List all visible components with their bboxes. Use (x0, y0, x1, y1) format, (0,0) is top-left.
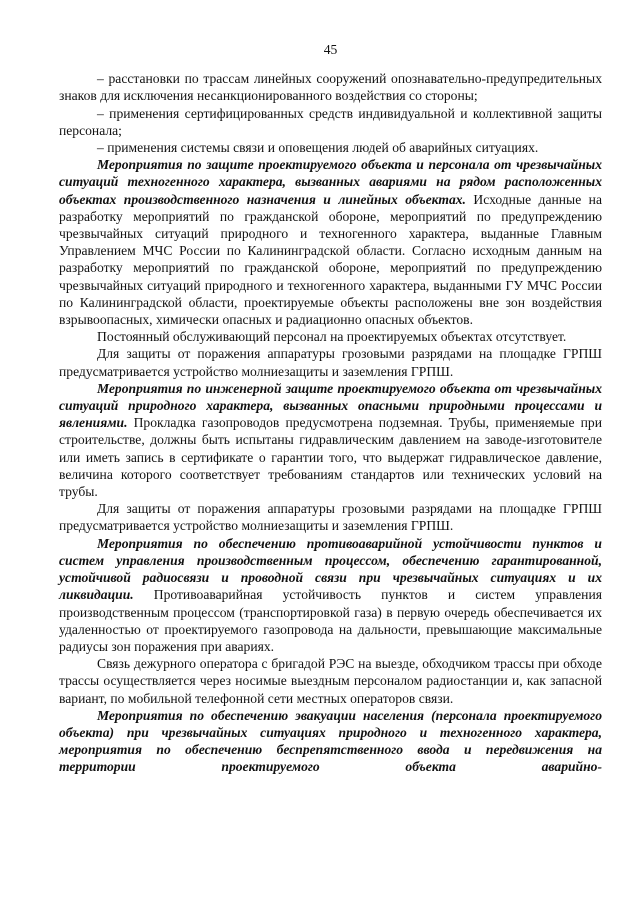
paragraph-text: Противоаварийная устойчивость пунктов и систем управления производственным процессом (транспортировкой газа) в первую очередь обеспечивается их удаленностью от проектируемого газопровода на дальности, превышающие максимальные радиусы зон поражения при авариях. (59, 587, 602, 654)
paragraph-lightning-protection-2 (59, 500, 602, 534)
paragraph-lightning-protection (59, 345, 602, 379)
paragraph-text: Исходные данные на разработку мероприятий по гражданской обороне, мероприятий по предупреждению чрезвычайных ситуаций природного и техногенного характера, выданные Главным Управлением МЧС России по Калининградской области. Согласно исходным данным на разработку мероприятий по гражданской обороне, мероприятий по предупреждению чрезвычайных ситуаций природного и техногенного характера, выданными ГУ МЧС России по Калининградской области, проектируемые объекты расположены вне зон воздействия взрывоопасных, химически опасных и радиационно опасных объектов. (59, 191, 602, 328)
paragraph-text: – расстановки по трассам линейных сооружений опознавательно-предупредительных знаков для исключения несанкционированного воздействия со стороны; (59, 71, 602, 104)
paragraph-text: Для защиты от поражения аппаратуры грозовыми разрядами на площадке ГРПШ предусматривается устройство молниезащиты и заземления ГРПШ. (59, 346, 602, 379)
paragraph-control-stability (59, 535, 602, 655)
section-heading: Мероприятия по инженерной защите проектируемого объекта от чрезвычайных ситуаций природного характера, вызванных опасными природными процессами и явлениями. (59, 380, 602, 431)
paragraph-personnel (59, 328, 602, 345)
paragraph-markers-item (59, 70, 602, 104)
paragraph-technogenic-measures (59, 156, 602, 328)
paragraph-text: – применения системы связи и оповещения людей об аварийных ситуациях. (97, 140, 539, 156)
paragraph-evacuation (59, 707, 602, 776)
document-page (59, 0, 602, 776)
paragraph-text: Прокладка газопроводов предусмотрена подземная. Трубы, применяемые при строительстве, должны быть испытаны гидравлическим давлением на заводе-изготовителе или иметь запись в сертификате о гарантии того, что выдержат гидравлическое давление, величина которого соответствует требованиям стандартов или технических условий на трубы. (59, 415, 602, 500)
paragraph-radio-communication (59, 655, 602, 707)
section-heading: Мероприятия по обеспечению противоаварийной устойчивости пунктов и систем управления производственным процессом, обеспечению гарантированной, устойчивой радиосвязи и проводной связи при чрезвычайных ситуациях и их ликвидации. (59, 535, 602, 603)
paragraph-engineering-protection (59, 380, 602, 500)
paragraph-text: Постоянный обслуживающий персонал на проектируемых объектах отсутствует. (97, 329, 567, 345)
section-heading: Мероприятия по обеспечению эвакуации населения (персонала проектируемого объекта) при чрезвычайных ситуациях природного и техногенного характера, мероприятия по обеспечению беспрепятственного ввода и передвижения на территории проектируемого объекта аварийно- (59, 707, 602, 775)
section-heading: Мероприятия по защите проектируемого объекта и персонала от чрезвычайных ситуаций техногенного характера, вызванных авариями на рядом расположенных объектах производственного назначения и линейных объектах. (59, 157, 602, 207)
paragraph-protection-item (59, 105, 602, 139)
paragraph-text: Для защиты от поражения аппаратуры грозовыми разрядами на площадке ГРПШ предусматривается устройство молниезащиты и заземления ГРПШ. (59, 501, 602, 534)
paragraph-communication-item (59, 139, 602, 156)
paragraph-text: – применения сертифицированных средств индивидуальной и коллективной защиты персонала; (59, 105, 602, 138)
paragraph-text: Связь дежурного оператора с бригадой РЭС на выезде, обходчиком трассы при обходе трассы осуществляется через носимые выездным персоналом радиостанции и, как запасной вариант, по мобильной телефонной сети местных операторов связи. (59, 656, 602, 706)
page-number: 45 (323, 42, 338, 57)
